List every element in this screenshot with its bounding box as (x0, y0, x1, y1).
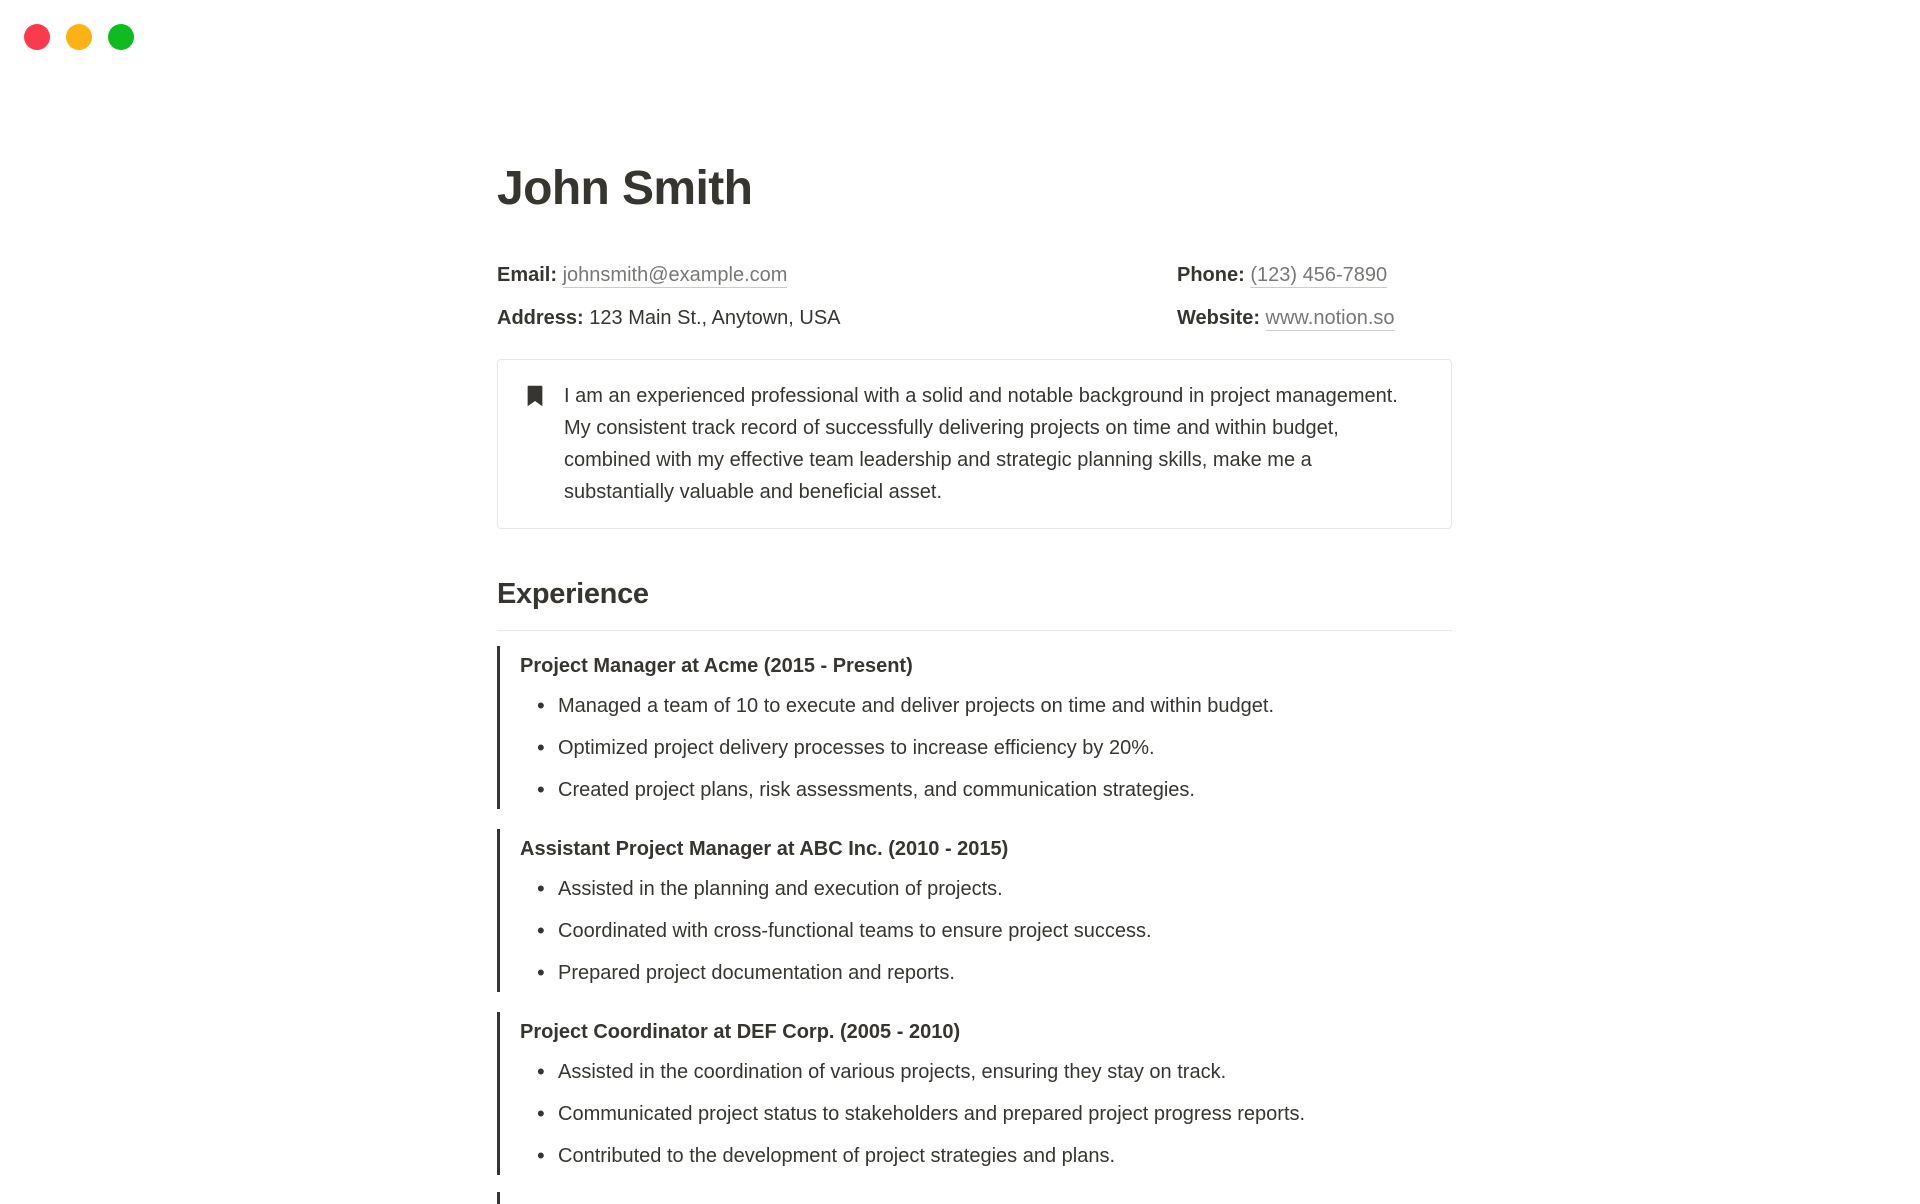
entry-bullet: • Assisted in the planning and execution of projects. (520, 874, 1452, 904)
experience-entry (497, 646, 1452, 809)
minimize-window-button[interactable] (66, 24, 92, 50)
experience-entry (497, 1012, 1452, 1175)
experience-heading: Experience (497, 578, 649, 610)
email-label: Email: (497, 264, 558, 286)
window-controls (24, 24, 134, 50)
entry-bullet: • Optimized project delivery processes to increase efficiency by 20%. (520, 733, 1452, 763)
address-value: 123 Main St., Anytown, USA (589, 307, 841, 329)
contact-address (497, 303, 1177, 333)
summary-text: I am an experienced professional with a solid and notable background in project management. My consistent track record of successfully delivering projects on time and within budget, combined with my effective team leadership and strategic planning skills, make me a substantially valuable and beneficial asset. (564, 385, 1398, 503)
contact-info (497, 260, 1452, 333)
email-link[interactable]: johnsmith@example.com (562, 264, 788, 286)
next-entry-cutoff (497, 1192, 1452, 1204)
entry-bullet: • Created project plans, risk assessments, and communication strategies. (520, 775, 1452, 805)
entry-title: Assistant Project Manager at ABC Inc. (2010 - 2015) (520, 838, 1009, 860)
contact-phone (1177, 260, 1452, 290)
resume-page (497, 160, 1452, 1204)
entry-bullet: • Assisted in the coordination of various projects, ensuring they stay on track. (520, 1057, 1452, 1087)
zoom-window-button[interactable] (108, 24, 134, 50)
entry-bullet-list (520, 691, 1452, 805)
entry-bullet-list (520, 874, 1452, 988)
phone-link[interactable]: (123) 456-7890 (1250, 264, 1388, 286)
bookmark-icon (522, 383, 548, 415)
website-label: Website: (1177, 307, 1260, 329)
contact-website (1177, 303, 1452, 333)
entry-bullet: • Communicated project status to stakeholders and prepared project progress reports. (520, 1099, 1452, 1129)
section-divider (497, 630, 1452, 631)
entry-title: Project Coordinator at DEF Corp. (2005 - 2010) (520, 1021, 961, 1043)
entry-bullet: • Prepared project documentation and reports. (520, 958, 1452, 988)
website-link[interactable]: www.notion.so (1265, 307, 1395, 329)
page-title: John Smith (497, 162, 753, 215)
entry-bullet: • Contributed to the development of project strategies and plans. (520, 1141, 1452, 1171)
address-label: Address: (497, 307, 584, 329)
contact-email (497, 260, 1177, 290)
entry-bullet: • Managed a team of 10 to execute and deliver projects on time and within budget. (520, 691, 1452, 721)
phone-label: Phone: (1177, 264, 1245, 286)
summary-callout (497, 359, 1452, 529)
close-window-button[interactable] (24, 24, 50, 50)
entry-bullet-list (520, 1057, 1452, 1171)
entry-title: Project Manager at Acme (2015 - Present) (520, 655, 913, 677)
experience-entry (497, 829, 1452, 992)
entry-bullet: • Coordinated with cross-functional teams to ensure project success. (520, 916, 1452, 946)
